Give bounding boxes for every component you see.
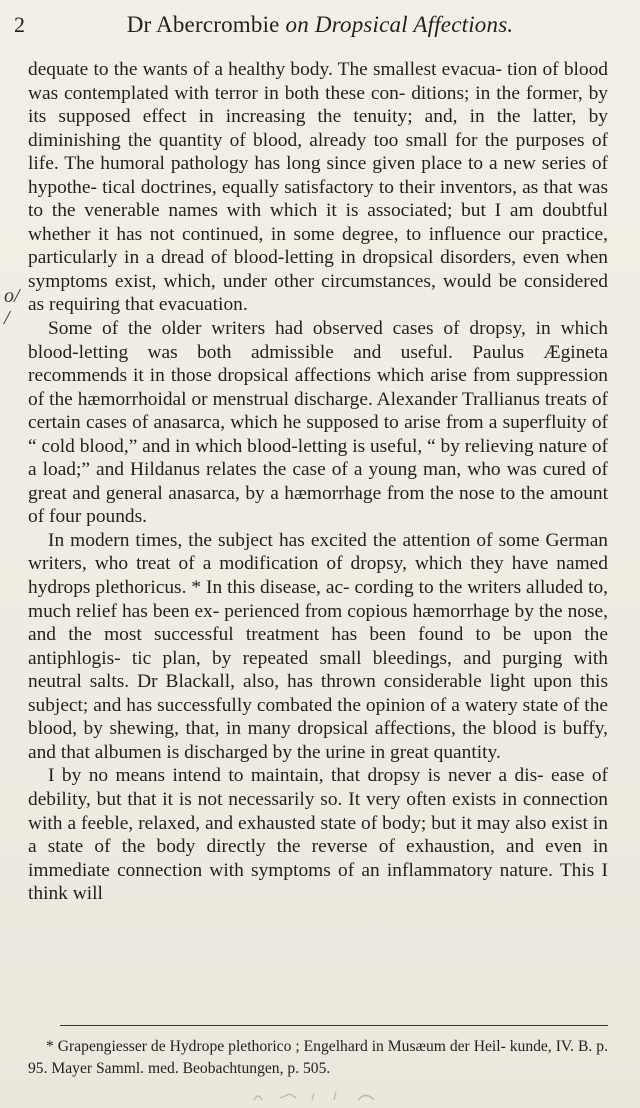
paragraph-2: Some of the older writers had observed cases of dropsy, in which blood-letting was both admissible and useful. Paulus Ægineta recommends it in those dropsical affections which arise from suppression of the hæmorrhoidal or menstrual discharge. Alexander Trallianus treats of certain cases of anasarca, which he supposed to arise from a superfluity of “ cold blood,” and in which blood-letting is useful, “ by relieving nature of a load;” and Hildanus relates the case of a young man, who was cured of great and general anasarca, by a hæmorrhage from the nose to the amount of four pounds. (28, 318, 608, 528)
running-title-on: on (285, 12, 309, 37)
running-title (14, 12, 626, 38)
footnote-rule (60, 1025, 608, 1026)
handwritten-margin-note: o/ / (4, 285, 20, 329)
body-text (28, 58, 608, 906)
bleed-through-marks (250, 1090, 390, 1102)
footnote: * Grapengiesser de Hydrope plethorico ; Engelhard in Musæum der Heil- kunde, IV. B. p. 95. Mayer Samml. med. Beobachtungen, p. 505. (28, 1038, 608, 1077)
page-number: 2 (14, 12, 25, 37)
running-title-author: Dr Abercrombie (126, 12, 286, 37)
paragraph-4: I by no means intend to maintain, that dropsy is never a dis- ease of debility, but that it is not necessarily so. It very often exists in connection with a feeble, relaxed, and exhausted state of body; but it may also exist in a state of the body directly the reverse of exhaustion, and even in immediate connection with symptoms of an inflammatory nature. This I think will (28, 765, 608, 905)
page-header (14, 4, 626, 44)
paragraph-1: dequate to the wants of a healthy body. The smallest evacua- tion of blood was contemplated with terror in both these con- ditions; in the former, by its supposed effect in increasing the tenuity; and, in the latter, by diminishing the quantity of blood, already too small for the purposes of life. The humoral pathology has long since given place to a new series of hypothe- tical doctrines, equally satisfactory to their inventors, as that was to the venerable names with which it is associated; but I am doubtful whether it has not continued, in some degree, to influence our practice, particularly in a dread of blood-letting in dropsical disorders, even when symptoms exist, which, under other circumstances, would be considered as requiring that evacuation. (28, 59, 608, 316)
paragraph-3: In modern times, the subject has excited the attention of some German writers, who treat of a modification of dropsy, which they have named hydrops plethoricus. * In this disease, ac- cording to the writers alluded to, much relief has been ex- perienced from copious hæmorrhage by the nose, and the most successful treatment has been found to be upon the antiphlogis- tic plan, by repeated small bleedings, and purging with neutral salts. Dr Blackall, also, has thrown considerable light upon this subject; and has successfully combated the opinion of a watery state of the blood, by shewing, that, in many dropsical affections, the blood is buffy, and that albumen is discharged by the urine in great quantity. (28, 529, 608, 763)
running-title-subject: Dropsical Affections. (308, 12, 514, 37)
